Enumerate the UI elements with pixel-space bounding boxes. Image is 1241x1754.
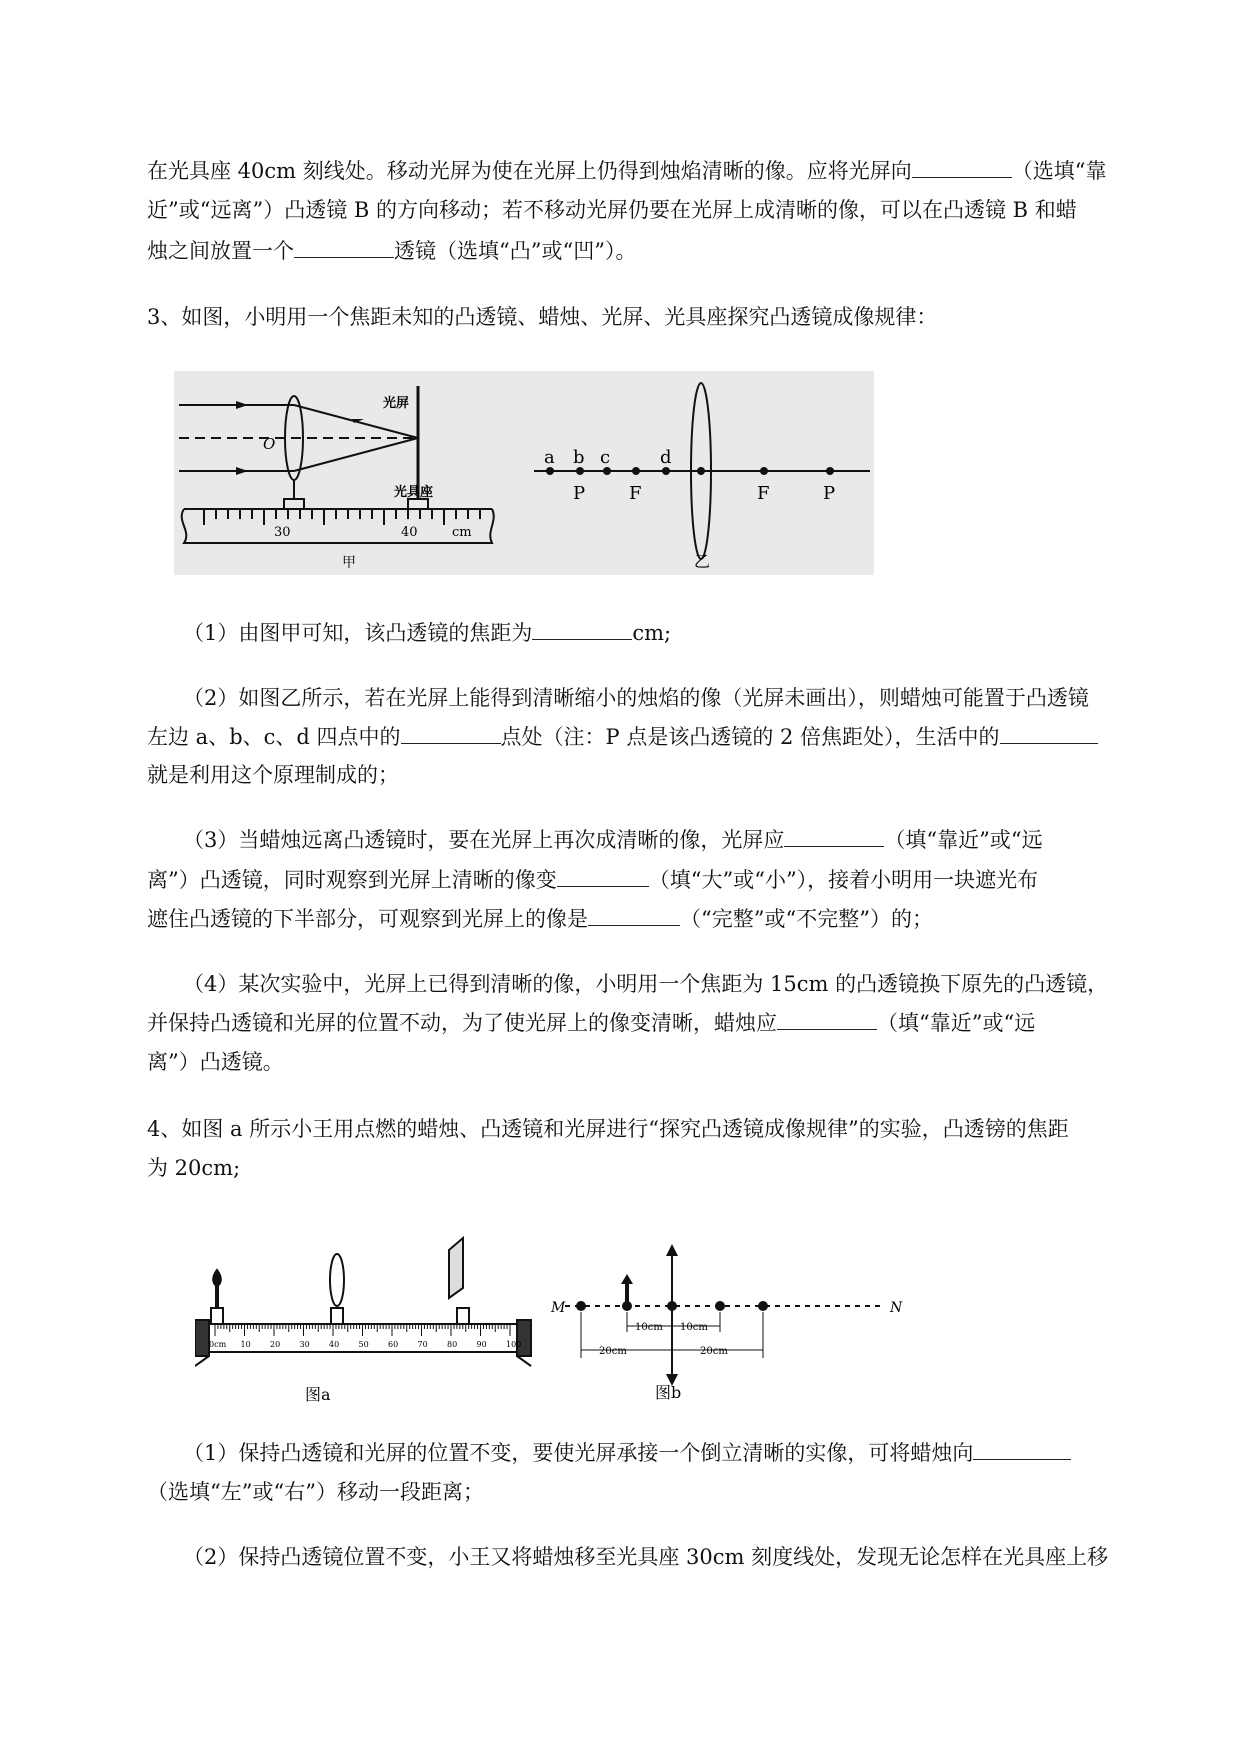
text: （“完整”或“不完整”）的； (680, 907, 933, 931)
flame-icon (213, 1270, 221, 1286)
tick-label-40: 40 (401, 525, 418, 540)
text: 近”或“远离”）凸透镜 B 的方向移动；若不移动光屏仍要在光屏上成清晰的像，可以在凸透镜 B 和蜡 (147, 198, 1077, 222)
screen-holder (457, 1308, 469, 1324)
figure-b (565, 1244, 885, 1386)
text: 烛之间放置一个 (147, 239, 294, 263)
answer-blank[interactable] (1000, 723, 1098, 744)
unit-label: cm (452, 525, 472, 540)
text-line (183, 684, 1089, 712)
text: 点处（注：P 点是该凸透镜的 2 倍焦距处），生活中的 (500, 725, 1000, 749)
ruler-label: 50 (358, 1340, 369, 1349)
text-line (147, 1478, 484, 1506)
text: 离”）凸透镜，同时观察到光屏上清晰的像变 (147, 868, 557, 892)
question-3-title: 3、如图，小明用一个焦距未知的凸透镜、蜡烛、光屏、光具座探究凸透镜成像规律： (147, 305, 938, 329)
arrow-up-icon (666, 1244, 678, 1256)
text-line (147, 1009, 1035, 1037)
text: （填“大”或“小”），接着小明用一块遮光布 (648, 868, 1039, 892)
answer-blank[interactable] (557, 866, 649, 887)
ruler-label: 20 (270, 1340, 281, 1349)
text: （1）由图甲可知，该凸透镜的焦距为 (183, 621, 533, 645)
point-label-b: b (573, 447, 585, 468)
text-line (183, 970, 1108, 998)
text: cm; (632, 621, 672, 645)
n-label: N (890, 1300, 903, 1316)
answer-blank[interactable] (973, 1439, 1071, 1460)
point-label-a: a (544, 447, 555, 468)
bench-end-left (195, 1320, 209, 1356)
text-line (147, 866, 1038, 894)
point-label-p-right: P (823, 483, 836, 504)
question-4-title: 4、如图 a 所示小王用点燃的蜡烛、凸透镜和光屏进行“探究凸透镜成像规律”的实验，凸透镑的焦距 (147, 1117, 1069, 1141)
text-line (147, 723, 1098, 751)
text: （2）保持凸透镜位置不变，小王又将蜡烛移至光具座 30cm 刻度线处，发现无论怎样在光具座上移 (183, 1545, 1109, 1569)
lens-center-label: O (263, 435, 276, 453)
text-line (147, 1115, 1069, 1143)
text-line (183, 619, 671, 647)
text-line (147, 157, 1107, 185)
ruler-label: 30 (299, 1340, 310, 1349)
bench-end-right (517, 1320, 531, 1356)
tick-label-30: 30 (274, 525, 291, 540)
text: （选填“靠 (1011, 159, 1107, 183)
point-label-f-left: F (629, 483, 642, 504)
candle-holder (211, 1308, 223, 1324)
text-line (183, 826, 1043, 854)
text: （1）保持凸透镜和光屏的位置不变，要使光屏承接一个倒立清晰的实像，可将蜡烛向 (183, 1441, 974, 1465)
text: 就是利用这个原理制成的； (147, 763, 399, 787)
answer-blank[interactable] (401, 723, 501, 744)
text: （选填“左”或“右”）移动一段距离； (147, 1480, 484, 1504)
dim-label: 20cm (700, 1346, 728, 1357)
ruler-label: 80 (447, 1340, 458, 1349)
text-line (147, 905, 933, 933)
text: （3）当蜡烛远离凸透镜时，要在光屏上再次成清晰的像，光屏应 (183, 828, 785, 852)
text: 在光具座 40cm 刻线处。移动光屏为使在光屏上仍得到烛焰清晰的像。应将光屏向 (147, 159, 912, 183)
point-label-f-right: F (757, 483, 770, 504)
answer-blank[interactable] (912, 157, 1012, 178)
ruler-label: 100 (506, 1340, 522, 1349)
caption-yi: 乙 (694, 552, 711, 571)
answer-blank[interactable] (784, 826, 884, 847)
screen-label: 光屏 (383, 396, 410, 411)
bench-leg-left (195, 1356, 209, 1366)
text-line (147, 237, 636, 265)
text: （填“靠近”或“远 (877, 1011, 1036, 1035)
answer-blank[interactable] (294, 237, 394, 258)
text: （4）某次实验中，光屏上已得到清晰的像，小明用一个焦距为 15cm 的凸透镜换下原先的凸透镜， (183, 972, 1109, 996)
lens-holder (331, 1308, 343, 1324)
figure-a-b (195, 1226, 935, 1416)
text: 离”）凸透镜。 (147, 1050, 284, 1074)
text: 左边 a、b、c、d 四点中的 (147, 725, 401, 749)
text-line (147, 303, 937, 331)
point-label-p-left: P (573, 483, 586, 504)
ruler-label: 90 (476, 1340, 487, 1349)
text: （填“靠近”或“远 (884, 828, 1043, 852)
bench-label: 光具座 (394, 485, 434, 500)
text-line (183, 1439, 1071, 1467)
dim-label: 10cm (635, 1322, 663, 1333)
figure-jia-yi (174, 371, 874, 575)
text-line (183, 1543, 1108, 1571)
point-label-d: d (660, 447, 672, 468)
text: 并保持凸透镜和光屏的位置不动，为了使光屏上的像变清晰，蜡烛应 (147, 1011, 777, 1035)
dim-label: 10cm (680, 1322, 708, 1333)
ruler-label: 40 (329, 1340, 340, 1349)
lens-icon (330, 1254, 344, 1306)
text-line (147, 1154, 240, 1182)
text-line (147, 1048, 284, 1076)
text: 遮住凸透镜的下半部分，可观察到光屏上的像是 (147, 907, 588, 931)
text-line (147, 196, 1077, 224)
answer-blank[interactable] (588, 905, 680, 926)
m-label: M (551, 1300, 566, 1316)
caption-b: 图b (655, 1383, 682, 1402)
text-line (147, 761, 399, 789)
text: 透镜（选填“凸”或“凹”）。 (394, 239, 637, 263)
ruler-zero-label: 0cm (209, 1340, 227, 1349)
ruler-label: 70 (417, 1340, 428, 1349)
arrow-up-icon (621, 1274, 633, 1284)
answer-blank[interactable] (777, 1009, 877, 1030)
ruler-label: 60 (388, 1340, 399, 1349)
caption-a: 图a (305, 1385, 331, 1404)
screen-icon (449, 1238, 463, 1298)
point-label-c: c (600, 447, 611, 468)
caption-jia: 甲 (342, 555, 356, 571)
ruler-label: 10 (240, 1340, 251, 1349)
text: （2）如图乙所示，若在光屏上能得到清晰缩小的烛焰的像（光屏未画出），则蜡烛可能置于凸透镜 (183, 686, 1089, 710)
figure-background (174, 371, 874, 575)
dim-label: 20cm (599, 1346, 627, 1357)
bench-leg-right (517, 1356, 531, 1366)
text: 为 20cm; (147, 1156, 241, 1180)
answer-blank[interactable] (532, 619, 632, 640)
